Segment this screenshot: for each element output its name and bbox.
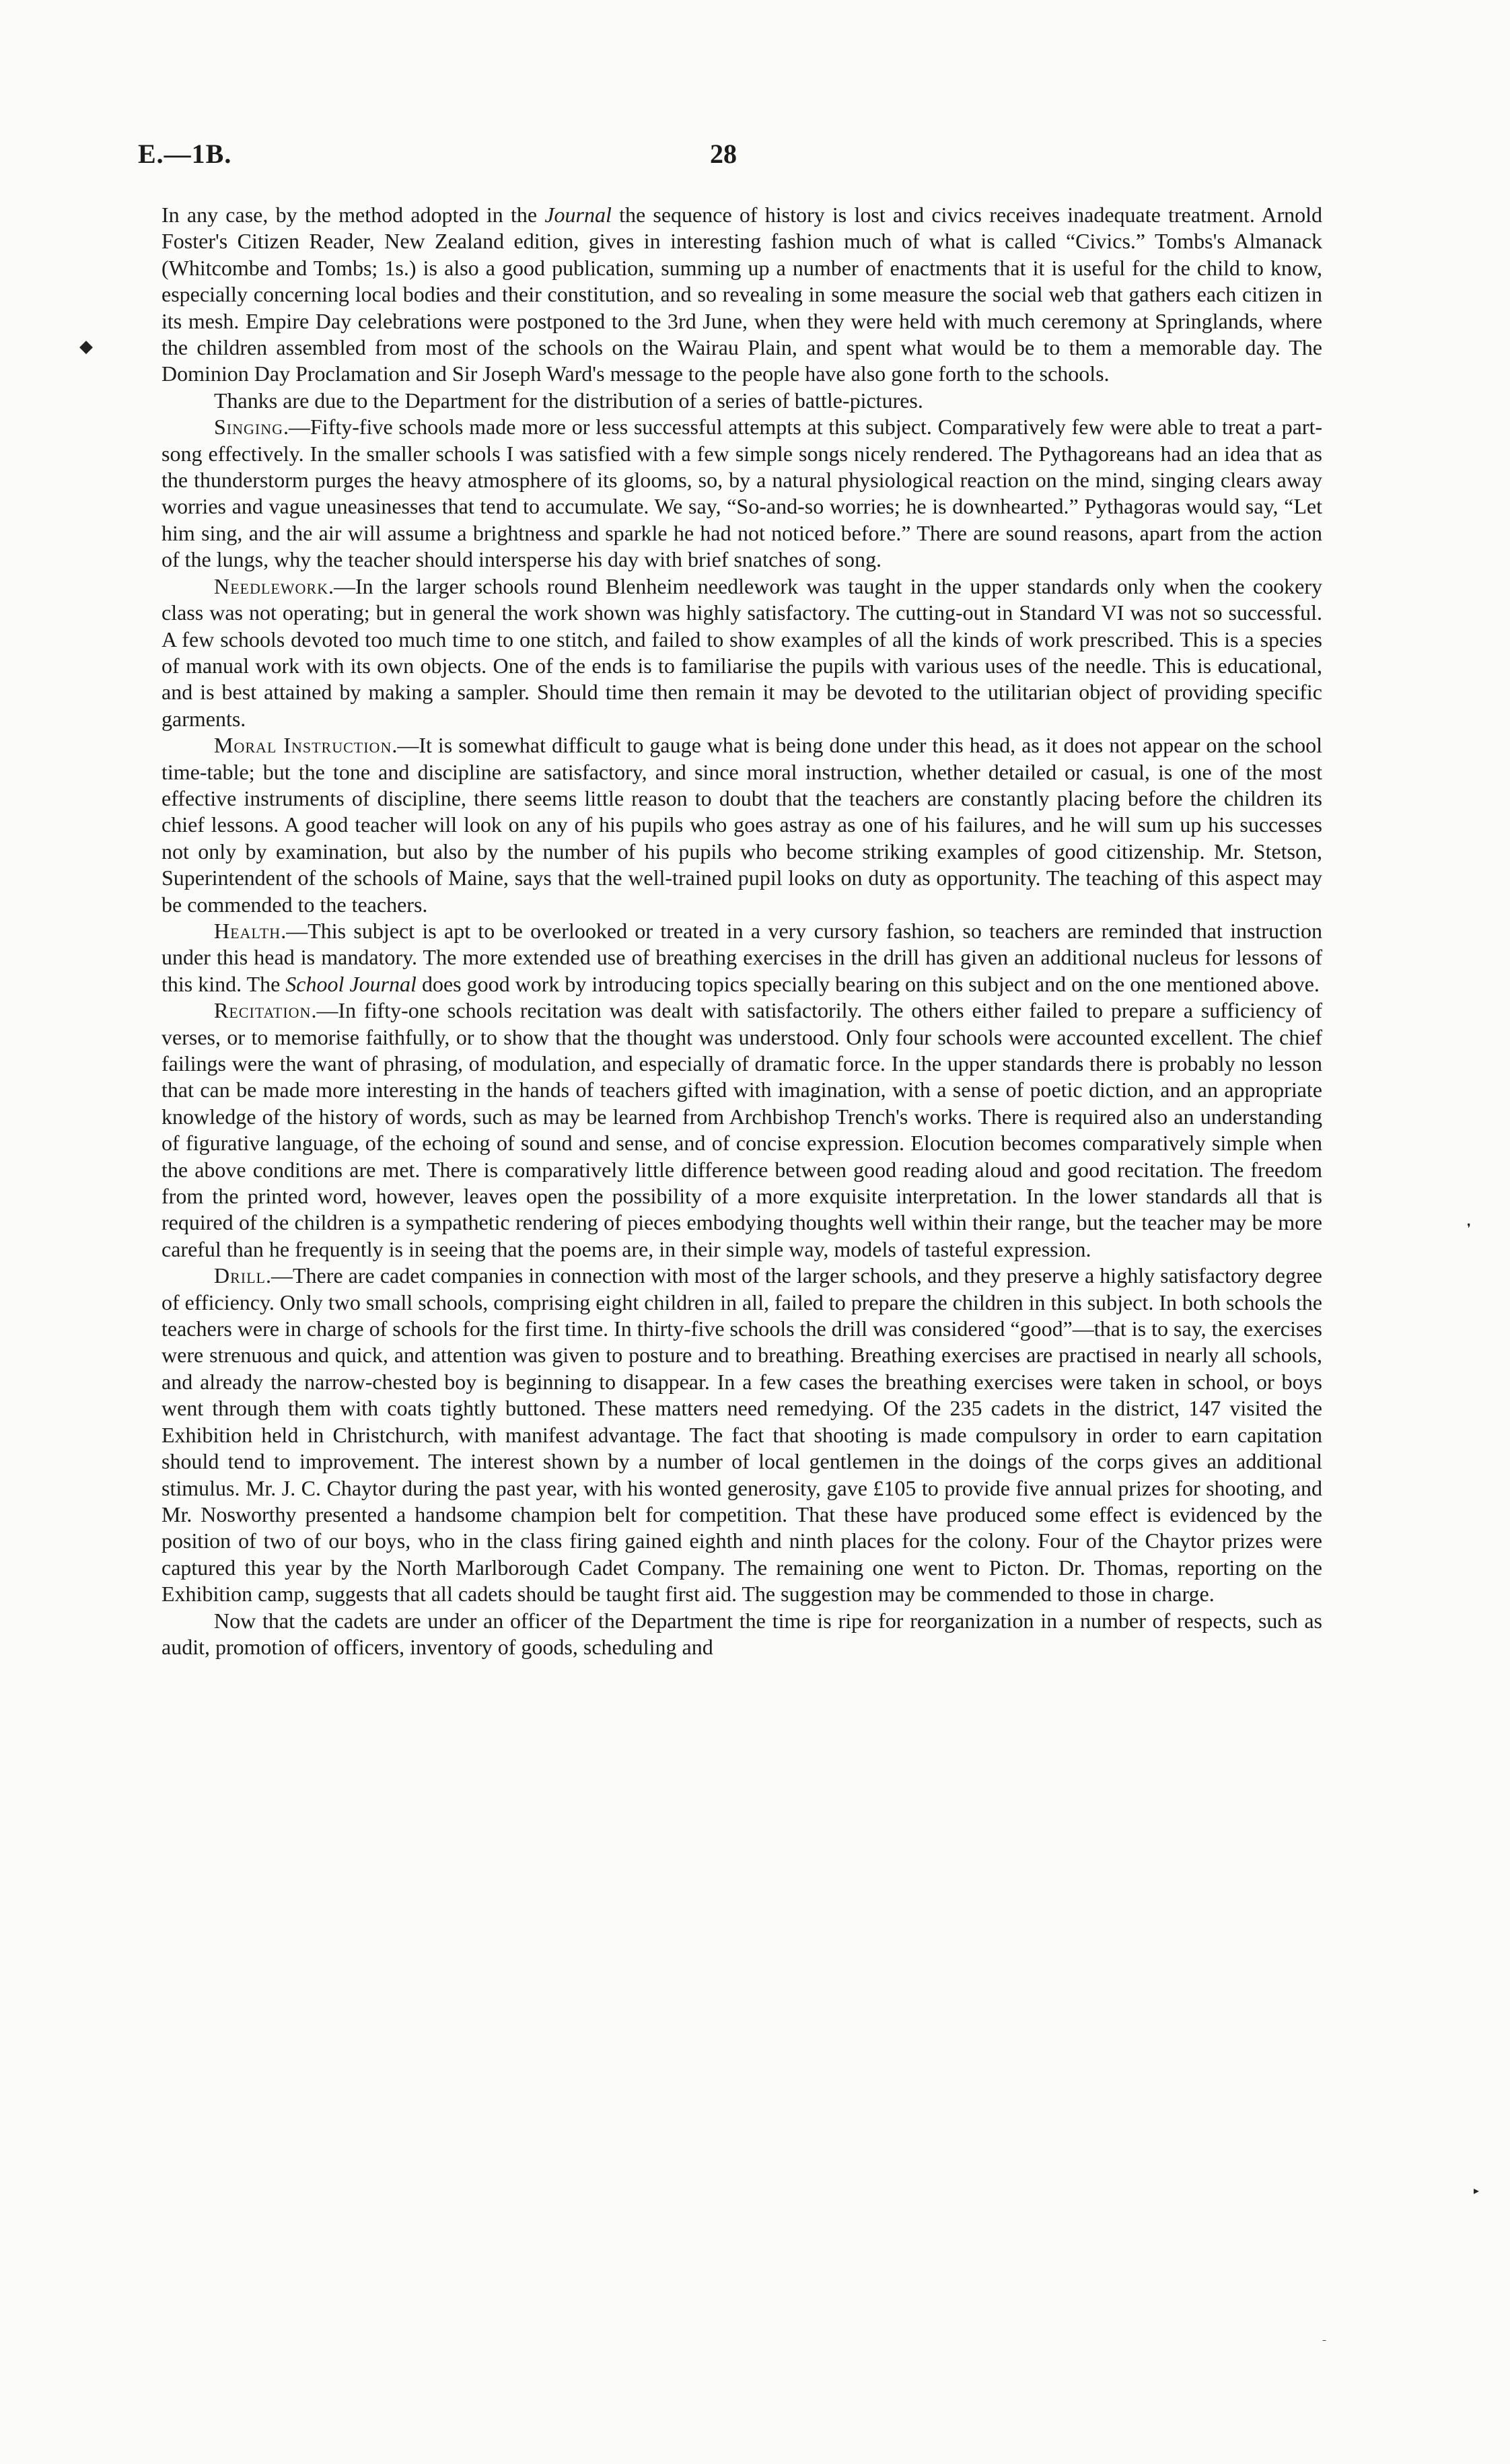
paragraph-recitation [161,997,1322,1263]
text-run: .—This subject is apt to be overlooked or treated in a very cursory fashion, so teachers are reminded that instruction under this head is mandatory. The more extended use of breathing exercises in the drill has given an additional nucleus for lessons of this kind. The [161,918,1322,996]
scan-speck: ▸ [1474,2184,1480,2197]
paragraph-drill [161,1263,1322,1607]
page-header [138,138,1342,178]
section-heading: Recitation [214,998,312,1023]
section-heading: Health [214,918,281,943]
paragraph-cadets [161,1608,1322,1661]
text-run: In any case, by the method adopted in the [161,203,545,227]
scan-speck: – [1322,2335,1326,2345]
text-run: Thanks are due to the Department for the distribution of a series of battle-pictures. [214,388,923,413]
text-run: .—In the larger schools round Blenheim needlework was taught in the upper standards only when the cookery class was not operating; but in general the work shown was highly satisfactory. The cutting-out in Standard VI was not so successful. A few schools devoted too much time to one stitch, and failed to show examples of all the kinds of work prescribed. This is a species of manual work with its own objects. One of the ends is to familiarise the pupils with various uses of the needle. This is educational, and is best attained by making a sampler. Should time then remain it may be devoted to the utilitarian object of providing specific garments. [161,573,1322,731]
section-heading: Moral Instruction [214,733,392,758]
text-run: .—Fifty-five schools made more or less successful attempts at this subject. Comparatively few were able to treat a part-song effectively. In the smaller schools I was satisfied with a few simple songs nicely rendered. The Pythagoreans had an idea that as the thunderstorm purges the heavy atmosphere of its glooms, so, by a natural physiological reaction on the mind, singing clears away worries and vague uneasinesses that tend to accumulate. We say, “So-and-so worries; he is downhearted.” Pythagoras would say, “Let him sing, and the air will assume a brightness and sparkle he had not noticed before.” There are sound reasons, apart from the action of the lungs, why the teacher should intersperse his day with brief snatches of song. [161,415,1322,572]
journal-title: School Journal [285,971,417,996]
paragraph-thanks [161,388,1322,414]
text-run: the sequence of history is lost and civics receives inadequate treatment. Arnold Foster's Citizen Reader, New Zealand edition, gives in interesting fashion much of what is called “Civics.” Tombs's Almanack (Whitcombe and Tombs; 1s.) is also a good publication, summing up a number of enactments that it is useful for the child to know, especially concerning local bodies and their constitution, and so revealing in some measure the social web that gathers each citizen in its mesh. Empire Day celebrations were postponed to the 3rd June, when they were held with much ceremony at Springlands, where the children assembled from most of the schools on the Wairau Plain, and spent what would be to them a memorable day. The Dominion Day Proclamation and Sir Joseph Ward's message to the people have also gone forth to the schools. [161,203,1323,386]
journal-title: Journal [544,203,612,227]
section-heading: Drill [214,1263,266,1288]
paragraph-civics [161,202,1322,388]
section-heading: Singing [214,415,283,439]
text-run: .—There are cadet companies in connection with most of the larger schools, and they preserve a highly satisfactory degree of efficiency. Only two small schools, comprising eight children in all, failed to prepare the children in this subject. In both schools the teachers were in charge of schools for the first time. In thirty-five schools the drill was considered “good”—that is to say, the exercises were strenuous and quick, and attention was given to posture and to breathing. Breathing exercises are practised in nearly all schools, and already the narrow-chested boy is beginning to disappear. In a few cases the breathing exercises were taken in school, or boys went through them with coats tightly buttoned. These matters need remedying. Of the 235 cadets in the district, 147 visited the Exhibition held in Christchurch, with manifest advantage. The fact that shooting is made compulsory in order to earn capitation should tend to improvement. The interest shown by a number of local gentlemen in the doings of the corps gives an additional stimulus. Mr. J. C. Chaytor during the past year, with his wonted generosity, gave £105 to provide five annual prizes for shooting, and Mr. Nosworthy presented a handsome champion belt for competition. That these have produced some effect is evidenced by the position of two of our boys, who in the class firing gained eighth and ninth places for the colony. Four of the Chaytor prizes were captured this year by the North Marlborough Cadet Company. The remaining one went to Picton. Dr. Thomas, reporting on the Exhibition camp, suggests that all cadets should be taught first aid. The suggestion may be commended to those in charge. [161,1263,1322,1607]
text-run: .—It is somewhat difficult to gauge what is being done under this head, as it does not appear on the school time-table; but the tone and discipline are satisfactory, and since moral instruction, whether detailed or casual, is one of the most effective instruments of discipline, there seems little reason to doubt that the teachers are constantly placing before the children its chief lessons. A good teacher will look on any of his pupils who goes astray as one of his failures, and he will sum up his successes not only by examination, but also by the number of his pupils who become striking examples of good citizenship. Mr. Stetson, Superintendent of the schools of Maine, says that the well-trained pupil looks on duty as opportunity. The teaching of this aspect may be commended to the teachers. [161,733,1323,917]
paragraph-moral-instruction [161,732,1322,918]
text-run: Now that the cadets are under an officer of the Department the time is ripe for reorganization in a number of respects, such as audit, promotion of officers, inventory of goods, scheduling and [161,1608,1322,1659]
paragraph-needlework [161,573,1322,732]
text-run: .—In fifty-one schools recitation was dealt with satisfactorily. The others either failed to prepare a sufficiency of verses, or to memorise faithfully, or to show that the thought was understood. Only four schools were accounted excellent. The chief failings were the want of phrasing, of modulation, and especially of dramatic force. In the upper standards there is probably no lesson that can be made more interesting in the hands of teachers gifted with imagination, with a sense of poetic diction, and an appropriate knowledge of the history of words, such as may be learned from Archbishop Trench's works. There is required also an understanding of figurative language, of the echoing of sound and sense, and of concise expression. Elocution becomes comparatively simple when the above conditions are met. There is comparatively little difference between good reading aloud and good recitation. The freedom from the printed word, however, leaves open the possibility of a more exquisite interpretation. In the lower standards all that is required of the children is a sympathetic rendering of pieces embodying thoughts well within their range, but the teacher may be more careful than he frequently is in seeing that the poems are, in their simple way, models of tasteful expression. [161,998,1322,1261]
document-reference: E.—1B. [138,139,232,169]
text-run: does good work by introducing topics specially bearing on this subject and on the one mentioned above. [416,971,1320,996]
paragraph-singing [161,414,1322,573]
scan-speck: ❜ [1467,1222,1471,1236]
report-body [161,202,1322,1660]
section-heading: Needlework [214,573,328,598]
paragraph-health [161,918,1322,997]
scan-speck: ◆ [79,337,93,357]
page-number: 28 [710,139,737,169]
